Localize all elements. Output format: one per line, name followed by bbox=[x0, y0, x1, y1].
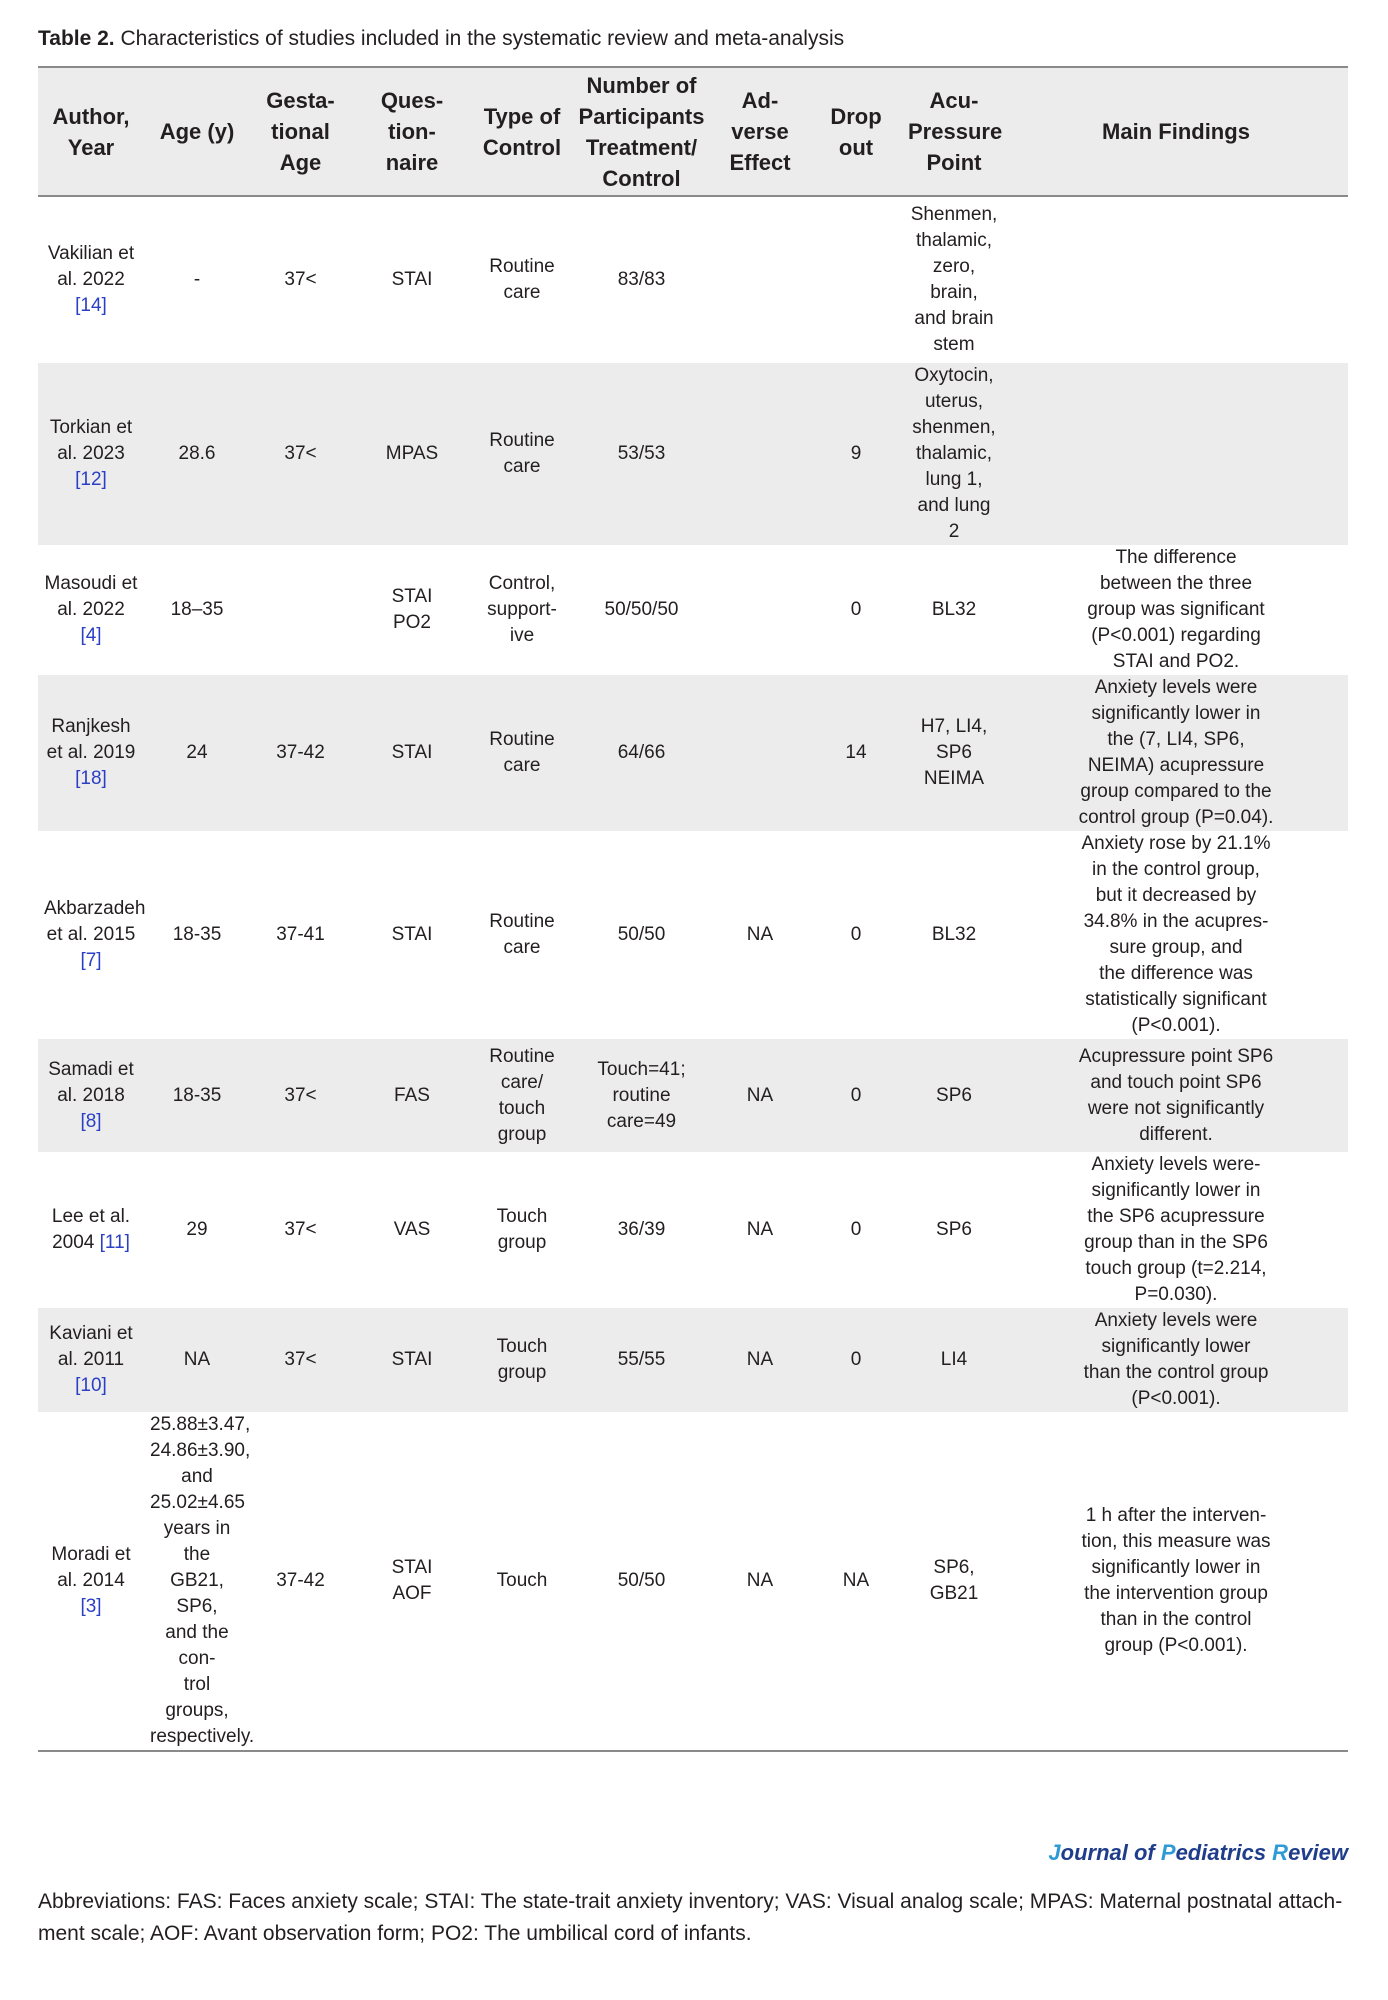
table-row bbox=[38, 831, 1348, 1039]
adverse-effect-cell: NA bbox=[746, 1219, 774, 1240]
journal-logo-j: J bbox=[1048, 1840, 1061, 1865]
col-header-gestational-age: Gesta- tional Age bbox=[250, 67, 351, 196]
participants-cell: 55/55 bbox=[571, 1308, 712, 1412]
control-type-cell: Touch bbox=[496, 1570, 548, 1591]
journal-logo bbox=[1048, 1840, 1348, 1866]
acupressure-point-cell: SP6 bbox=[936, 1219, 972, 1240]
gestational-age-cell: 37-42 bbox=[250, 675, 351, 831]
gestational-age-cell: 37< bbox=[250, 363, 351, 545]
participants-cell: 50/50 bbox=[617, 924, 666, 945]
author-name: Samadi et al. 2018 bbox=[48, 1058, 134, 1106]
adverse-effect-cell bbox=[712, 545, 808, 675]
journal-logo-p: P bbox=[1160, 1840, 1176, 1865]
questionnaire-cell: VAS bbox=[393, 1219, 431, 1240]
reference-link[interactable]: [11] bbox=[99, 1232, 130, 1253]
col-header-author-year: Author, Year bbox=[38, 67, 144, 196]
participants-cell: 64/66 bbox=[571, 675, 712, 831]
table-row bbox=[38, 196, 1348, 363]
journal-logo-ournal: ournal of bbox=[1060, 1840, 1161, 1865]
dropout-cell: 0 bbox=[850, 599, 862, 620]
age-cell: 24 bbox=[144, 675, 250, 831]
journal-logo-ediatrics: ediatrics bbox=[1175, 1840, 1273, 1865]
control-type-cell: Routine care bbox=[489, 911, 555, 958]
main-findings-cell: Anxiety levels were significantly lower in the (7, LI4, SP6, NEIMA) acupressure group compared to the control group (P=0.04). bbox=[1004, 675, 1348, 831]
questionnaire-cell: STAI PO2 bbox=[391, 586, 433, 633]
author-year-cell bbox=[38, 1039, 144, 1152]
gestational-age-cell: 37< bbox=[284, 1219, 317, 1240]
author-name: Moradi et al. 2014 bbox=[51, 1544, 131, 1591]
reference-link[interactable]: [18] bbox=[75, 768, 107, 789]
author-name: Akbarzadeh et al. 2015 bbox=[44, 898, 146, 945]
adverse-effect-cell: NA bbox=[712, 1308, 808, 1412]
table-row bbox=[38, 675, 1348, 831]
author-name: Vakilian et al. 2022 bbox=[47, 243, 135, 290]
main-findings-cell: The difference between the three group was significant (P<0.001) regarding STAI and PO2. bbox=[1087, 547, 1265, 672]
adverse-effect-cell bbox=[712, 675, 808, 831]
age-cell: 18-35 bbox=[172, 924, 222, 945]
questionnaire-cell: STAI bbox=[391, 924, 433, 945]
dropout-cell: 14 bbox=[808, 675, 904, 831]
journal-logo-eview: eview bbox=[1288, 1840, 1348, 1865]
gestational-age-cell: 37< bbox=[284, 269, 317, 290]
acupressure-point-cell: SP6, GB21 bbox=[929, 1557, 979, 1604]
control-type-cell: Control, support- ive bbox=[487, 573, 557, 646]
main-findings-cell: 1 h after the interven- tion, this measure was significantly lower in the intervention group than in the control group (P<0.001). bbox=[1081, 1505, 1271, 1656]
dropout-cell: NA bbox=[842, 1570, 870, 1591]
age-cell: 29 bbox=[186, 1219, 208, 1240]
author-name: Ranjkesh et al. 2019 bbox=[46, 716, 136, 763]
main-findings-cell: Anxiety levels were significantly lower than the control group (P<0.001). bbox=[1004, 1308, 1348, 1412]
reference-link[interactable]: [10] bbox=[75, 1375, 107, 1396]
acupressure-point-cell: H7, LI4, SP6 NEIMA bbox=[904, 675, 1004, 831]
participants-cell: 50/50/50 bbox=[604, 599, 679, 620]
questionnaire-cell: STAI bbox=[351, 675, 473, 831]
acupressure-point-cell: BL32 bbox=[931, 924, 977, 945]
adverse-effect-cell: NA bbox=[712, 1039, 808, 1152]
gestational-age-cell: 37-42 bbox=[276, 1570, 325, 1591]
caption-text: Characteristics of studies included in the systematic review and meta-analysis bbox=[114, 27, 845, 50]
author-name: Kaviani et al. 2011 bbox=[49, 1323, 133, 1370]
age-cell: 25.88±3.47, 24.86±3.90, and 25.02±4.65 years in the GB21, SP6, and the con- trol groups, respectively. bbox=[150, 1414, 255, 1747]
participants-cell: 83/83 bbox=[617, 269, 666, 290]
dropout-cell: 0 bbox=[850, 924, 862, 945]
col-header-age: Age (y) bbox=[144, 67, 250, 196]
table-body bbox=[38, 196, 1348, 1751]
header-row bbox=[38, 67, 1348, 196]
table-row bbox=[38, 545, 1348, 675]
reference-link[interactable]: [4] bbox=[80, 625, 102, 646]
adverse-effect-cell: NA bbox=[746, 1570, 774, 1591]
questionnaire-cell: STAI bbox=[351, 1308, 473, 1412]
dropout-cell: 0 bbox=[808, 1308, 904, 1412]
participants-cell: 50/50 bbox=[617, 1570, 666, 1591]
questionnaire-cell: FAS bbox=[351, 1039, 473, 1152]
col-header-questionnaire: Ques- tion- naire bbox=[351, 67, 473, 196]
col-header-acupressure-point: Acu- Pressure Point bbox=[904, 67, 1004, 196]
author-year-cell bbox=[38, 363, 144, 545]
reference-link[interactable]: [14] bbox=[75, 295, 107, 316]
control-type-cell: Routine care/ touch group bbox=[473, 1039, 571, 1152]
adverse-effect-cell bbox=[712, 363, 808, 545]
dropout-cell: 9 bbox=[808, 363, 904, 545]
acupressure-point-cell: Shenmen, thalamic, zero, brain, and brain stem bbox=[910, 204, 998, 355]
author-year-cell bbox=[38, 675, 144, 831]
acupressure-point-cell: BL32 bbox=[931, 599, 977, 620]
author-name: Lee et al. 2004 bbox=[51, 1206, 131, 1253]
control-type-cell: Touch group bbox=[473, 1308, 571, 1412]
participants-cell: 53/53 bbox=[571, 363, 712, 545]
gestational-age-cell bbox=[250, 545, 351, 675]
col-header-main-findings: Main Findings bbox=[1004, 67, 1348, 196]
dropout-cell: 0 bbox=[808, 1039, 904, 1152]
dropout-cell: 0 bbox=[850, 1219, 862, 1240]
participants-cell: 36/39 bbox=[617, 1219, 666, 1240]
acupressure-point-cell: LI4 bbox=[904, 1308, 1004, 1412]
table-caption bbox=[38, 24, 1348, 54]
main-findings-cell bbox=[1004, 196, 1348, 363]
age-cell: 18–35 bbox=[170, 599, 224, 620]
author-year-cell bbox=[38, 831, 144, 1039]
reference-link[interactable]: [8] bbox=[80, 1110, 102, 1132]
table-row bbox=[38, 1152, 1348, 1308]
table-row bbox=[38, 1412, 1348, 1751]
abbreviations-note: Abbreviations: FAS: Faces anxiety scale; STAI: The state-trait anxiety inventory; VAS: Visual analog scale; MPAS: Maternal postnatal attach-ment scale; AOF: Avant observation form; PO2: The umbilical cord of infants. bbox=[38, 1890, 1343, 1945]
main-findings-cell: Anxiety levels were- significantly lower in the SP6 acupressure group than in the SP6 touch group (t=2.214, P=0.030). bbox=[1084, 1154, 1268, 1305]
author-year-cell bbox=[38, 545, 144, 675]
gestational-age-cell: 37-41 bbox=[276, 924, 325, 945]
table-row bbox=[38, 1308, 1348, 1412]
questionnaire-cell: STAI bbox=[391, 269, 433, 290]
control-type-cell: Routine care bbox=[473, 363, 571, 545]
col-header-adverse-effect: Ad- verse Effect bbox=[712, 67, 808, 196]
age-cell: NA bbox=[144, 1308, 250, 1412]
questionnaire-cell: STAI AOF bbox=[391, 1557, 433, 1604]
author-name: Torkian et al. 2023 bbox=[49, 417, 133, 464]
gestational-age-cell: 37< bbox=[250, 1039, 351, 1152]
reference-link[interactable]: [7] bbox=[80, 950, 102, 971]
reference-link[interactable]: [3] bbox=[80, 1596, 102, 1617]
author-year-cell bbox=[38, 1152, 144, 1308]
adverse-effect-cell: NA bbox=[746, 924, 774, 945]
col-header-dropout: Drop out bbox=[808, 67, 904, 196]
table-row bbox=[38, 1039, 1348, 1152]
col-header-type-of-control: Type of Control bbox=[473, 67, 571, 196]
table-label: Table 2. bbox=[38, 27, 115, 50]
age-cell: 28.6 bbox=[144, 363, 250, 545]
main-findings-cell: Acupressure point SP6 and touch point SP6 were not significantly different. bbox=[1004, 1039, 1348, 1152]
adverse-effect-cell bbox=[712, 196, 808, 363]
main-findings-cell: Anxiety rose by 21.1% in the control group, but it decreased by 34.8% in the acupres- sure group, and the difference was statistically significant (P<0.001). bbox=[1081, 833, 1271, 1036]
questionnaire-cell: MPAS bbox=[351, 363, 473, 545]
acupressure-point-cell: Oxytocin, uterus, shenmen, thalamic, lung 1, and lung 2 bbox=[904, 363, 1004, 545]
dropout-cell bbox=[808, 196, 904, 363]
author-year-cell bbox=[38, 1412, 144, 1751]
journal-logo-r: R bbox=[1272, 1840, 1289, 1865]
main-findings-cell bbox=[1004, 363, 1348, 545]
author-year-cell bbox=[38, 196, 144, 363]
control-type-cell: Routine care bbox=[473, 675, 571, 831]
reference-link[interactable]: [12] bbox=[75, 469, 107, 490]
author-name: Masoudi et al. 2022 bbox=[44, 573, 138, 620]
author-year-cell bbox=[38, 1308, 144, 1412]
studies-table bbox=[38, 66, 1348, 1752]
age-cell: - bbox=[193, 269, 201, 290]
acupressure-point-cell: SP6 bbox=[904, 1039, 1004, 1152]
control-type-cell: Touch group bbox=[496, 1206, 548, 1253]
age-cell: 18-35 bbox=[144, 1039, 250, 1152]
table-row bbox=[38, 363, 1348, 545]
participants-cell: Touch=41; routine care=49 bbox=[571, 1039, 712, 1152]
gestational-age-cell: 37< bbox=[250, 1308, 351, 1412]
control-type-cell: Routine care bbox=[489, 256, 555, 303]
col-header-participants: Number of Participants Treatment/ Control bbox=[571, 67, 712, 196]
